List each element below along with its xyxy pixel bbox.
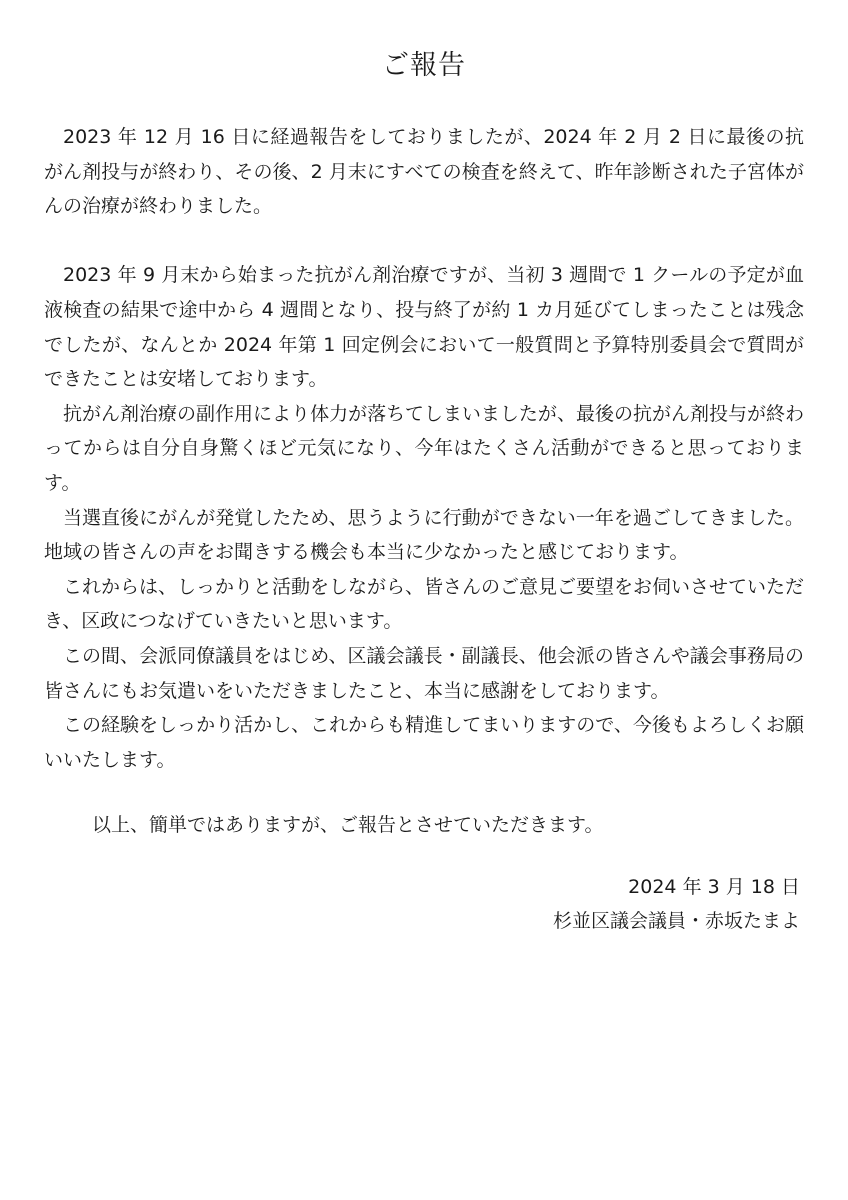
- paragraph-5: これからは、しっかりと活動をしながら、皆さんのご意見ご要望をお伺いさせていただき、区政につなげていきたいと思います。: [44, 575, 805, 633]
- closing-remark: 以上、簡単ではありますが、ご報告とさせていただきます。: [92, 814, 604, 836]
- paragraph-3: 抗がん剤治療の副作用により体力が落ちてしまいましたが、最後の抗がん剤投与が終わってからは自分自身驚くほど元気になり、今年はたくさん活動ができると思っております。: [44, 402, 804, 494]
- document-date: 2024 年 3 月 18 日: [628, 876, 800, 898]
- paragraph-2: 2023 年 9 月末から始まった抗がん剤治療ですが、当初 3 週間で 1 クールの予定が血液検査の結果で途中から 4 週間となり、投与終了が約 1 カ月延びてしまったことは残念でしたが、なんとか 2024 年第 1 回定例会において一般質問と予算特別委員会で質問ができたことは安堵しております。: [44, 264, 804, 391]
- signature-block: [553, 870, 800, 938]
- paragraph-4: 当選直後にがんが発覚したため、思うように行動ができない一年を過ごしてきました。地域の皆さんの声をお聞きする機会も本当に少なかったと感じております。: [44, 506, 804, 564]
- paragraph-7: この経験をしっかり活かし、これからも精進してまいりますので、今後もよろしくお願いいたします。: [44, 714, 804, 771]
- document-body: [44, 120, 804, 777]
- paragraph-1: 2023 年 12 月 16 日に経過報告をしておりましたが、2024 年 2 月 2 日に最後の抗がん剤投与が終わり、その後、2 月末にすべての検査を終えて、昨年診断された子宮体がんの治療が終わりました。: [44, 126, 804, 218]
- document-title: ご報告: [382, 50, 466, 81]
- paragraph-6: この間、会派同僚議員をはじめ、区議会議長・副議長、他会派の皆さんや議会事務局の皆さんにもお気遣いをいただきましたこと、本当に感謝をしております。: [44, 644, 804, 702]
- author-signature: 杉並区議会議員・赤坂たまよ: [552, 910, 800, 932]
